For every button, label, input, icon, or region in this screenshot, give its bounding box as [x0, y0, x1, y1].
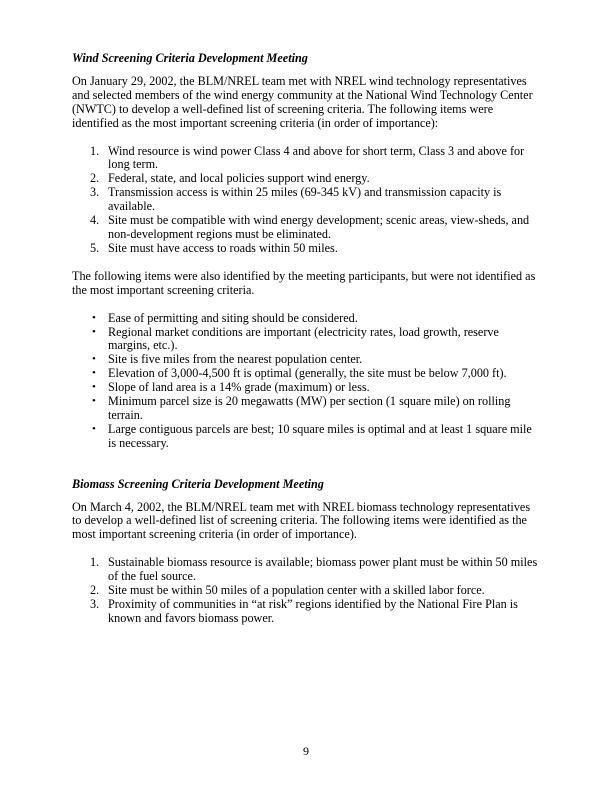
list-item	[72, 367, 540, 381]
list-item-text: Minimum parcel size is 20 megawatts (MW) per section (1 square mile) on rolling terrain.	[108, 394, 511, 422]
list-item	[72, 584, 540, 598]
list-item-text: Ease of permitting and siting should be considered.	[108, 310, 358, 325]
list-item-text: Large contiguous parcels are best; 10 square miles is optimal and at least 1 square mile is necessary.	[108, 421, 532, 450]
bullet-icon: •	[92, 395, 96, 408]
list-item-text: Regional market conditions are important (electricity rates, load growth, reserve margins, etc.).	[108, 324, 499, 353]
list-item-text: Transmission access is within 25 miles (69-345 kV) and transmission capacity is available.	[108, 185, 502, 214]
list-item	[72, 423, 540, 451]
bullet-icon: •	[92, 353, 96, 366]
bullet-icon: •	[92, 325, 96, 338]
list-item-text: Federal, state, and local policies support wind energy.	[108, 171, 370, 186]
list-number: 3.	[90, 597, 100, 611]
section-spacer	[72, 465, 540, 478]
list-item-text: Sustainable biomass resource is available; biomass power plant must be within 50 miles of the fuel source.	[108, 555, 538, 584]
list-item	[72, 353, 540, 367]
biomass-criteria-list	[72, 556, 540, 626]
list-item	[72, 172, 540, 186]
bullet-icon: •	[92, 422, 96, 435]
list-item-text: Elevation of 3,000-4,500 ft is optimal (generally, the site must be below 7,000 ft).	[108, 366, 507, 381]
list-item	[72, 395, 540, 423]
page-number: 9	[303, 744, 309, 758]
list-item-text: Proximity of communities in “at risk” regions identified by the National Fire Plan is known and favors biomass power.	[108, 597, 518, 625]
list-item	[72, 598, 540, 626]
list-item	[72, 326, 540, 354]
list-item	[72, 556, 540, 584]
list-item	[72, 214, 540, 242]
list-number: 1.	[90, 143, 100, 158]
list-item-text: Site must be compatible with wind energy development; scenic areas, view-sheds, and non-development regions must be eliminated.	[108, 213, 530, 241]
list-item	[72, 145, 540, 173]
biomass-intro-paragraph: On March 4, 2002, the BLM/NREL team met with NREL biomass technology representatives to develop a well-defined list of screening criteria. The following items were identified as the most important screening criteria (in order of importance).	[72, 499, 531, 542]
list-item-text: Wind resource is wind power Class 4 and above for short term, Class 3 and above for long term.	[108, 143, 525, 172]
list-item-text: Site must be within 50 miles of a population center with a skilled labor force.	[108, 583, 485, 598]
list-number: 1.	[90, 555, 100, 570]
wind-secondary-intro-paragraph: The following items were also identified by the meeting participants, but were not identified as the most important screening criteria.	[72, 268, 536, 297]
biomass-section	[72, 478, 540, 626]
wind-primary-criteria-list	[72, 145, 540, 256]
list-item-text: Site must have access to roads within 50 miles.	[108, 240, 338, 255]
list-item-text: Site is five miles from the nearest population center.	[108, 352, 363, 367]
wind-intro-paragraph: On January 29, 2002, the BLM/NREL team met with NREL wind technology representatives and selected members of the wind energy community at the National Wind Technology Center (NWTC) to develop a well-defined list of screening criteria. The following items were identified as the most important screening criteria (in order of importance):	[72, 73, 533, 130]
list-number: 4.	[90, 213, 100, 228]
list-item	[72, 186, 540, 214]
wind-secondary-criteria-list	[72, 312, 540, 451]
list-number: 3.	[90, 185, 100, 200]
bullet-icon: •	[92, 311, 96, 324]
list-number: 2.	[90, 583, 100, 598]
list-item-text: Slope of land area is a 14% grade (maximum) or less.	[108, 380, 370, 395]
bullet-icon: •	[92, 367, 96, 380]
document-page	[72, 52, 540, 640]
list-item	[72, 312, 540, 326]
list-number: 2.	[90, 171, 100, 186]
wind-section-heading: Wind Screening Criteria Development Meeting	[72, 51, 308, 65]
wind-section	[72, 52, 540, 451]
bullet-icon: •	[92, 381, 96, 394]
list-number: 5.	[90, 240, 100, 255]
list-item	[72, 242, 540, 256]
list-item	[72, 381, 540, 395]
biomass-section-heading: Biomass Screening Criteria Development Meeting	[72, 476, 324, 491]
